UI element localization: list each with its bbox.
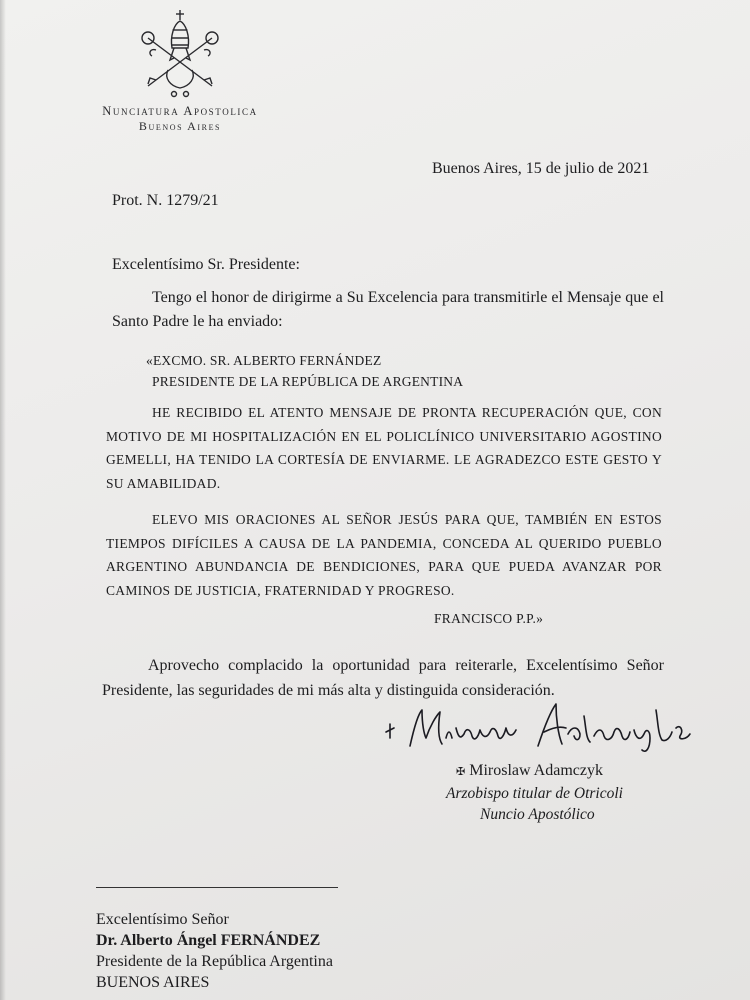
recipient-name: Dr. Alberto Ángel FERNÁNDEZ — [96, 932, 321, 949]
intro-paragraph: Tengo el honor de dirigirme a Su Excelencia para transmitirle el Mensaje que el Santo Padre le ha enviado: — [112, 289, 664, 330]
episcopal-cross-icon: ✠ — [456, 766, 466, 778]
recipient-city: BUENOS AIRES — [96, 974, 210, 991]
salutation: Excelentísimo Sr. Presidente: — [112, 256, 300, 273]
recipient-honorific: Excelentísimo Señor — [96, 911, 229, 928]
message-addressee: «EXCMO. SR. ALBERTO FERNÁNDEZ — [146, 353, 382, 368]
letter-date: Buenos Aires, 15 de julio de 2021 — [432, 160, 650, 177]
page-edge-shadow — [0, 0, 6, 1000]
signer-title: Arzobispo titular de Otricoli — [446, 785, 623, 802]
letterhead-institution: Nunciatura Apostolica — [102, 104, 258, 118]
recipient-title: Presidente de la República Argentina — [96, 953, 333, 970]
signer-name: Miroslaw Adamczyk — [469, 762, 603, 779]
protocol-number: Prot. N. 1279/21 — [112, 192, 219, 209]
divider-line — [96, 887, 338, 888]
closing-paragraph: Aprovecho complacido la oportunidad para reiterarle, Excelentísimo Señor Presidente, las seguridades de mi más alta y distinguida consideración. — [102, 657, 664, 699]
handwritten-signature — [380, 688, 700, 760]
signer-name-line — [456, 762, 603, 780]
message-paragraph: ELEVO MIS ORACIONES AL SEÑOR JESÚS PARA QUE, TAMBIÉN EN ESTOS TIEMPOS DIFÍCILES A CAUSA DE LA PANDEMIA, CONCEDA AL QUERIDO PUEBLO ARGENTINO ABUNDANCIA DE BENDICIONES, PARA QUE PUEDA AVANZAR POR CAMINOS DE JUSTICIA, FRATERNIDAD Y PROGRESO. — [106, 512, 662, 598]
message-paragraph: HE RECIBIDO EL ATENTO MENSAJE DE PRONTA RECUPERACIÓN QUE, CON MOTIVO DE MI HOSPITALIZACIÓN EN EL POLICLÍNICO UNIVERSITARIO AGOSTINO GEMELLI, HA TENIDO LA CORTESÍA DE ENVIARME. LE AGRADEZCO ESTE GESTO Y SU AMABILIDAD. — [106, 405, 662, 491]
message-addressee-title: PRESIDENTE DE LA REPÚBLICA DE ARGENTINA — [152, 374, 464, 389]
message-signoff: FRANCISCO P.P.» — [434, 611, 544, 626]
papal-coat-of-arms-icon — [134, 8, 226, 100]
letterhead-city: Buenos Aires — [138, 119, 222, 133]
signer-role: Nuncio Apostólico — [480, 806, 595, 823]
